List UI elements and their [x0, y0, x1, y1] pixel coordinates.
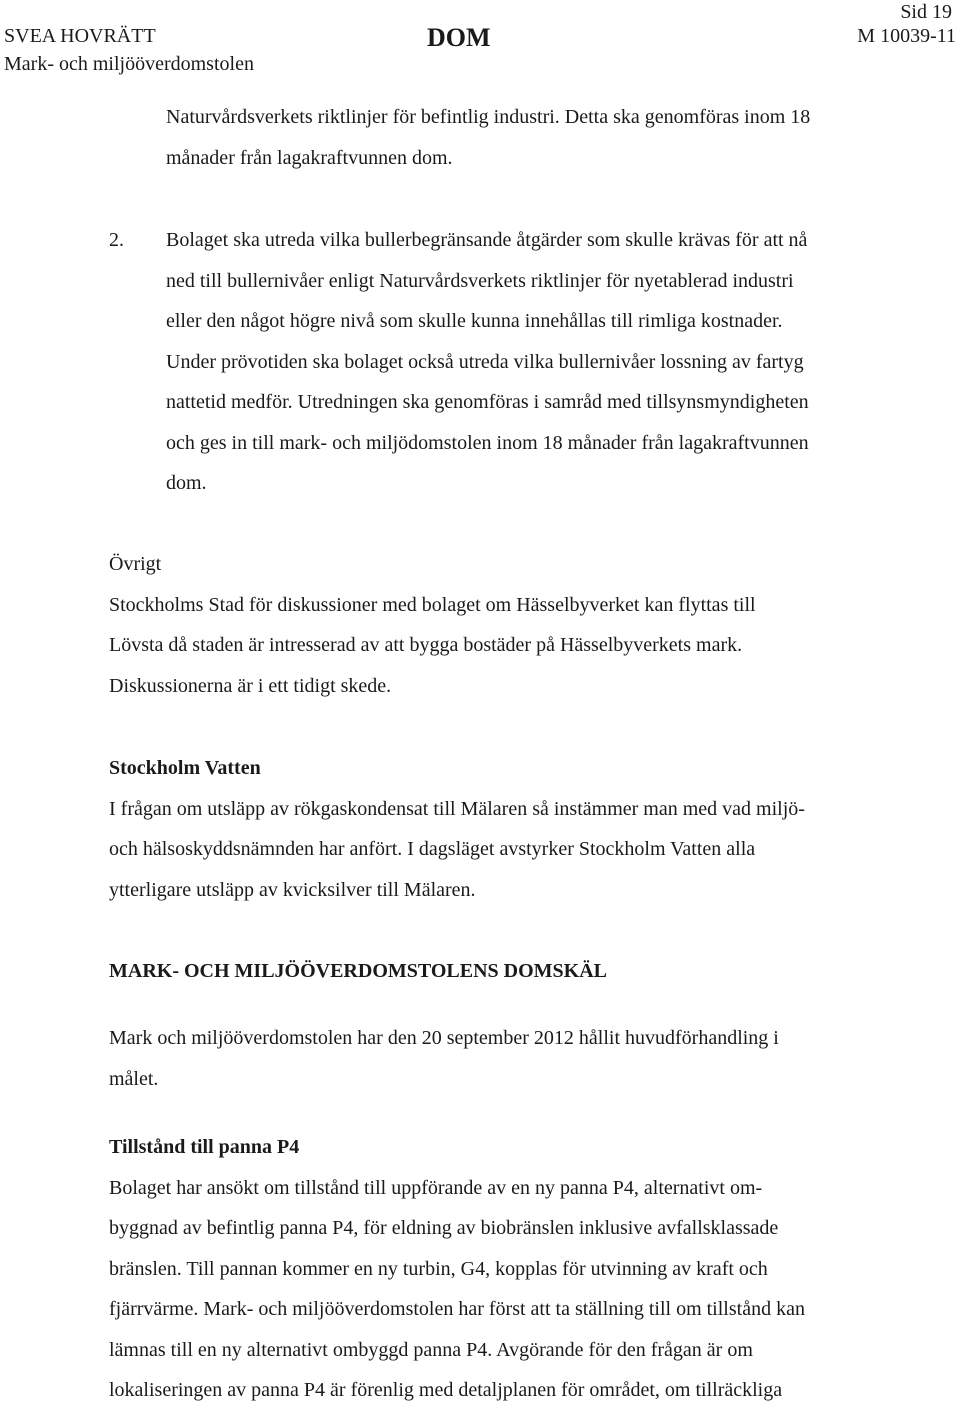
tillstand-section [109, 1127, 929, 1411]
case-number: M 10039-11 [857, 25, 956, 47]
section-heading-ovrigt: Övrigt [109, 553, 162, 575]
text-line: eller den något högre nivå som skulle kunna innehållas till rimliga kostnader. [166, 310, 783, 332]
text-line: och hälsoskyddsnämnden har anfört. I dagsläget avstyrker Stockholm Vatten alla [109, 838, 756, 860]
text-line: fjärrvärme. Mark- och miljööverdomstolen har först att ta ställning till om tillstånd kan [109, 1298, 805, 1320]
text-line: bränslen. Till pannan kommer en ny turbin, G4, kopplas för utvinning av kraft och [109, 1257, 768, 1280]
text-line: Diskussionerna är i ett tidigt skede. [109, 674, 392, 697]
text-line: och ges in till mark- och miljödomstolen inom 18 månader från lagakraftvunnen [166, 431, 809, 454]
text-line: Under prövotiden ska bolaget också utreda vilka bullernivåer lossning av fartyg [166, 350, 804, 373]
text-line: Bolaget ska utreda vilka bullerbegränsande åtgärder som skulle krävas för att nå [166, 229, 808, 251]
text-line: Mark och miljööverdomstolen har den 20 september 2012 hållit huvudförhandling i [109, 1027, 779, 1049]
ovrigt-section [109, 544, 929, 706]
text-line: byggnad av befintlig panna P4, för eldning av biobränslen inklusive avfallsklassade [109, 1217, 779, 1239]
item2-text [166, 220, 926, 504]
stockholm-vatten-section [109, 748, 929, 910]
court-name: SVEA HOVRÄTT [4, 25, 156, 47]
text-line: målet. [109, 1067, 159, 1090]
text-line: månader från lagakraftvunnen dom. [166, 146, 453, 169]
domskal-text [109, 1018, 929, 1099]
text-line: dom. [166, 472, 207, 494]
department-name: Mark- och miljööverdomstolen [4, 53, 254, 75]
section-heading-domskal: MARK- OCH MILJÖÖVERDOMSTOLENS DOMSKÄL [109, 960, 607, 982]
text-line: ytterligare utsläpp av kvicksilver till Mälaren. [109, 878, 476, 901]
document-type: DOM [427, 23, 491, 52]
text-line: Stockholms Stad för diskussioner med bolaget om Hässelbyverket kan flyttas till [109, 593, 756, 616]
item1-continuation [166, 97, 926, 178]
text-line: Bolaget har ansökt om tillstånd till uppförande av en ny panna P4, alternativt om- [109, 1176, 763, 1199]
text-line: lokaliseringen av panna P4 är förenlig med detaljplanen för området, om tillräckliga [109, 1379, 783, 1401]
text-line: Naturvårdsverkets riktlinjer för befintlig industri. Detta ska genomföras inom 18 [166, 106, 811, 128]
text-line: lämnas till en ny alternativt ombyggd panna P4. Avgörande för den frågan är om [109, 1338, 753, 1361]
text-line: nattetid medför. Utredningen ska genomföras i samråd med tillsynsmyndigheten [166, 391, 809, 413]
text-line: Lövsta då staden är intresserad av att bygga bostäder på Hässelbyverkets mark. [109, 634, 743, 656]
section-heading-stockholm-vatten: Stockholm Vatten [109, 757, 261, 779]
section-heading-tillstand: Tillstånd till panna P4 [109, 1136, 300, 1158]
text-line: I frågan om utsläpp av rökgaskondensat till Mälaren så instämmer man med vad miljö- [109, 797, 805, 820]
domskal-section [109, 951, 929, 992]
page-number: Sid 19 [900, 1, 952, 23]
text-line: ned till bullernivåer enligt Naturvårdsverkets riktlinjer för nyetablerad industri [166, 269, 794, 292]
item2-number: 2. [109, 229, 124, 251]
